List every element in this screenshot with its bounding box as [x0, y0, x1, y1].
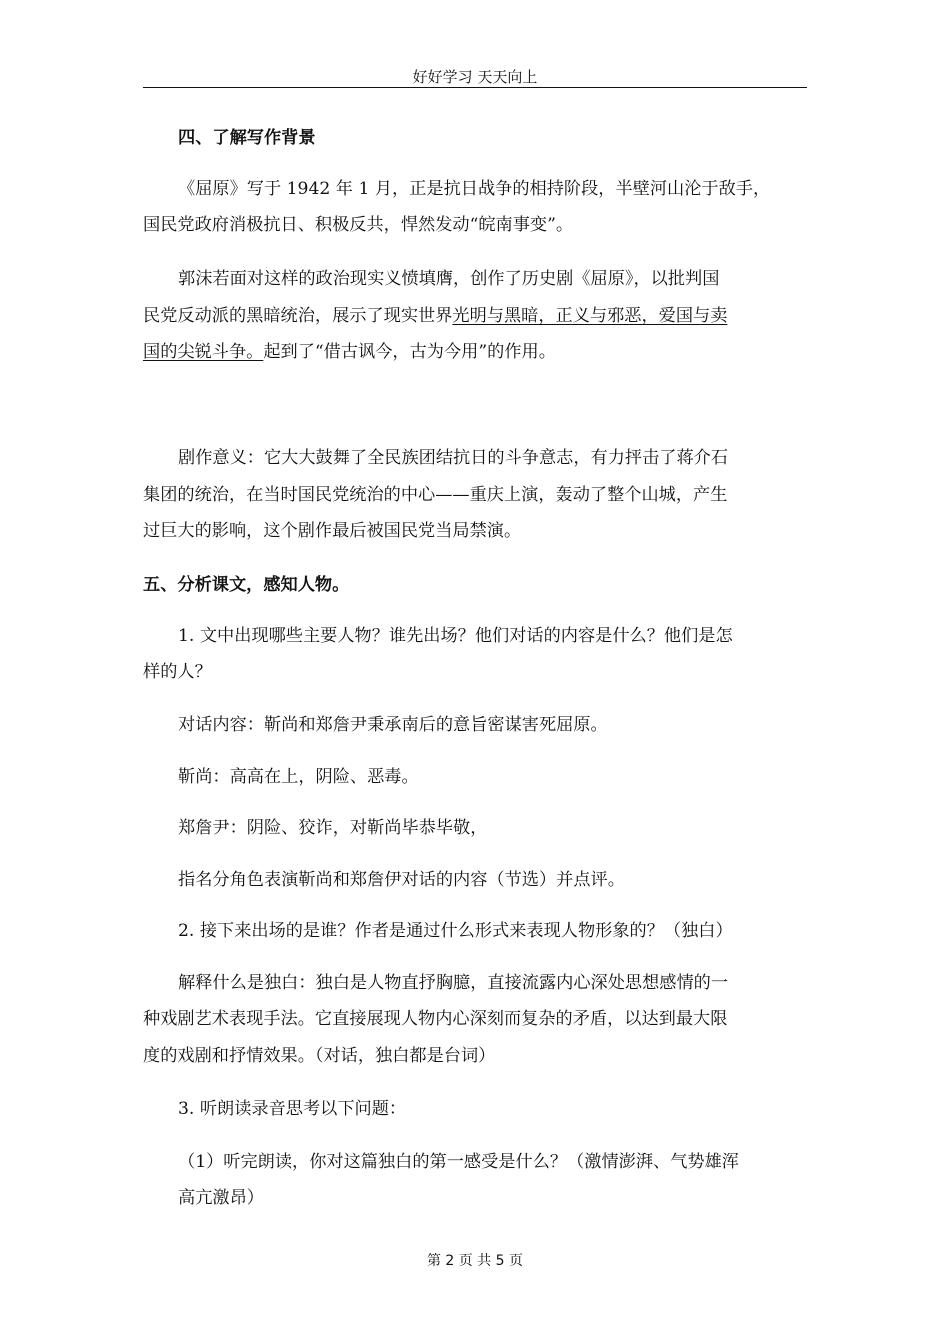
background-para-1-line-1: 《屈原》写于 1942 年 1 月，正是抗日战争的相持阶段，半壁河山沦于敌手， [178, 179, 771, 199]
significance-line-2: 集团的统治，在当时国民党统治的中心——重庆上演，轰动了整个山城，产生 [143, 485, 728, 505]
background-para-1-line-2: 国民党政府消极抗日、积极反共，悍然发动“皖南事变”。 [143, 215, 574, 235]
monologue-line-1: 解释什么是独白：独白是人物直抒胸臆，直接流露内心深处思想感情的一 [178, 973, 729, 993]
question-1-line-1: 1. 文中出现哪些主要人物？谁先出场？他们对话的内容是什么？他们是怎 [178, 626, 733, 646]
monologue-line-3: 度的戏剧和抒情效果。（对话，独白都是台词） [143, 1046, 496, 1066]
significance-line-3: 过巨大的影响，这个剧作最后被国民党当局禁演。 [143, 521, 522, 541]
section-5-heading: 五、分析课文，感知人物。 [143, 575, 350, 595]
question-1-line-2: 样的人？ [143, 662, 212, 682]
background-para-2-line-2 [143, 304, 727, 328]
zheng-trait: 郑詹尹：阴险、狡诈，对靳尚毕恭毕敬， [178, 818, 488, 838]
page-number: 第 2 页 共 5 页 [426, 1253, 524, 1269]
background-para-2-line-3-underlined: 国的尖锐斗争。 [143, 342, 264, 362]
question-3-1-line-2: 高亢激昂） [178, 1188, 264, 1208]
question-3-1-line-1: （1）听完朗读，你对这篇独白的第一感受是什么？（激情澎湃、气势雄浑 [178, 1152, 739, 1172]
section-4-heading: 四、了解写作背景 [178, 128, 316, 148]
question-3: 3. 听朗读录音思考以下问题： [178, 1099, 407, 1119]
background-para-2-line-2-underlined: 光明与黑暗，正义与邪恶，爱国与卖 [452, 306, 728, 326]
background-para-2-line-2-plain: 民党反动派的黑暗统治，展示了现实世界 [143, 306, 453, 326]
background-para-2-line-1: 郭沫若面对这样的政治现实义愤填膺，创作了历史剧《屈原》，以批判国 [178, 269, 720, 289]
monologue-line-2: 种戏剧艺术表现手法。它直接展现人物内心深刻而复杂的矛盾，以达到最大限 [143, 1009, 728, 1029]
question-2: 2. 接下来出场的是谁？作者是通过什么形式来表现人物形象的？（独白） [178, 921, 733, 941]
significance-line-1: 剧作意义：它大大鼓舞了全民族团结抗日的斗争意志，有力抨击了蒋介石 [178, 448, 729, 468]
header-divider [143, 87, 807, 88]
page-header: 好好学习 天天向上 [412, 68, 538, 86]
role-play-instruction: 指名分角色表演靳尚和郑詹伊对话的内容（节选）并点评。 [178, 870, 625, 890]
jinshang-trait: 靳尚：高高在上，阴险、恶毒。 [178, 767, 419, 787]
dialogue-content: 对话内容：靳尚和郑詹尹秉承南后的意旨密谋害死屈原。 [178, 715, 608, 735]
background-para-2-line-3 [143, 340, 556, 364]
background-para-2-line-3-plain: 起到了“借古讽今，古为今用”的作用。 [263, 342, 556, 362]
